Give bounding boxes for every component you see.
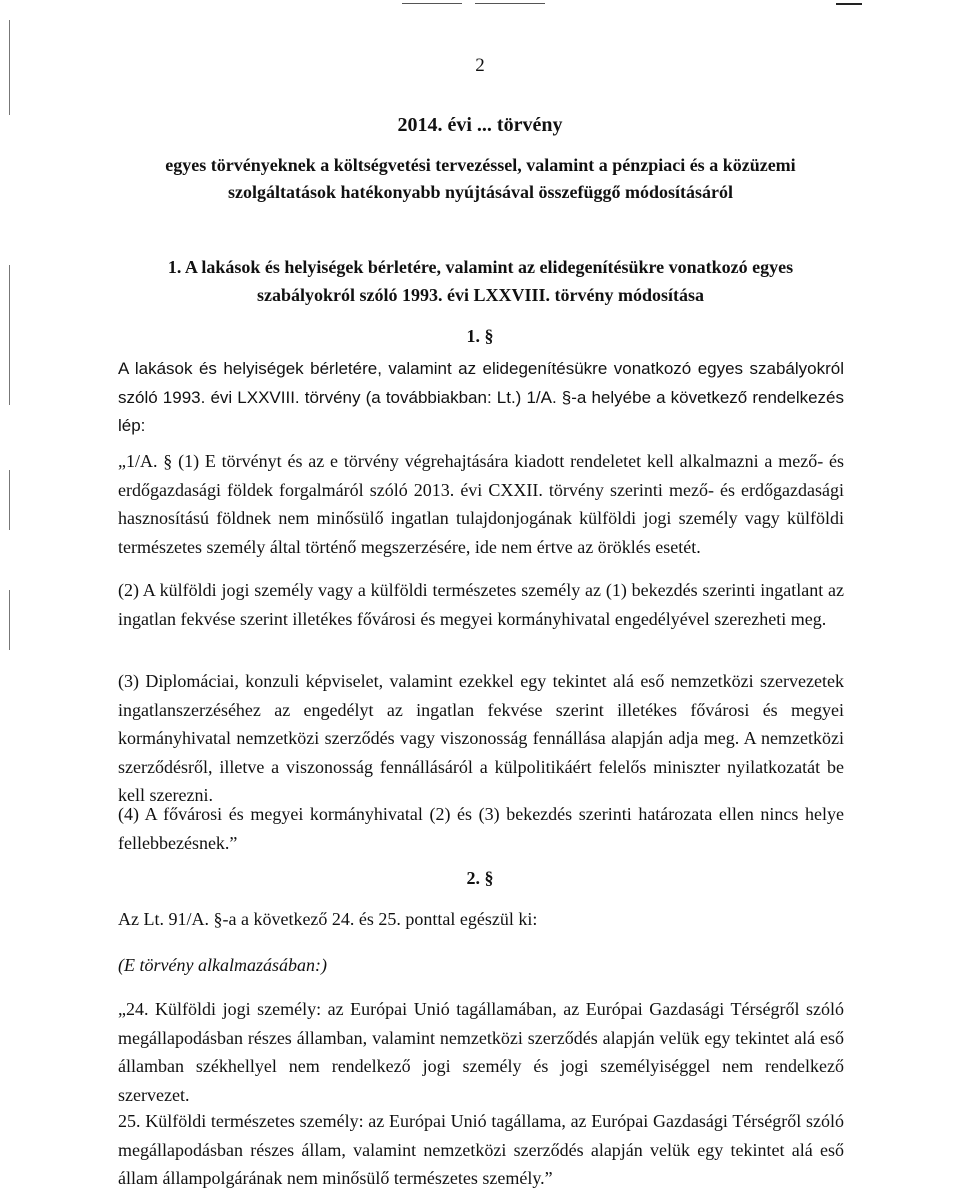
page-number: 2 <box>475 55 485 76</box>
scan-edge-mark <box>9 590 10 650</box>
point-24: „24. Külföldi jogi személy: az Európai Unió tagállamában, az Európai Gazdasági Térségről szóló megállapodásban részes államban, valamint nemzetközi szerződés alapján velük egy tekintet alá eső államban székhellyel nem rendelkező jogi személy és jogi személyiséggel nem rendelkező szervezet. <box>118 999 844 1105</box>
chapter-heading: 1. A lakások és helyiségek bérletére, valamint az elidegenítésükre vonatkozó egyes szabályokról szóló 1993. évi LXXVIII. törvény módosítása <box>167 257 794 305</box>
section-1-label: 1. § <box>466 326 494 346</box>
paragraph-1a-1: „1/A. § (1) E törvényt és az e törvény végrehajtására kiadott rendeletet kell alkalmazni a mező- és erdőgazdasági földek forgalmáról szóló 2013. évi CXXII. törvény szerinti mező- és erdőgazdasági hasznosítású földnek nem minősülő ingatlan tulajdonjogának külföldi jogi személy vagy külföldi természetes személy által történő megszerzésére, ide nem értve az öröklés esetét. <box>118 451 844 557</box>
scan-edge-mark <box>9 470 10 530</box>
section-2-label: 2. § <box>466 868 494 888</box>
section-2-context: (E törvény alkalmazásában:) <box>118 955 327 975</box>
scan-edge-mark <box>9 20 10 115</box>
scan-rule <box>475 3 545 4</box>
paragraph-1a-2: (2) A külföldi jogi személy vagy a külföldi természetes személy az (1) bekezdés szerinti ingatlant az ingatlan fekvése szerint illetékes fővárosi és megyei kormányhivatal engedélyével szerezheti meg. <box>118 580 844 629</box>
paragraph-1a-3: (3) Diplomáciai, konzuli képviselet, valamint ezekkel egy tekintet alá eső nemzetközi szervezetek ingatlanszerzéséhez az engedélyt az ingatlan fekvése szerint illetékes fővárosi és megyei kormányhivatal nemzetközi szerződés vagy viszonosság fennállása alapján adja meg. A nemzetközi szerződésről, illetve a viszonosság fennállásáról a külpolitikáért felelős miniszter nyilatkozatát be kell szerezni. <box>118 671 844 805</box>
paragraph-1a-4: (4) A fővárosi és megyei kormányhivatal (2) és (3) bekezdés szerinti határozata ellen nincs helye fellebbezésnek.” <box>118 804 844 853</box>
law-title: 2014. évi ... törvény <box>397 114 563 136</box>
scan-rule <box>402 3 462 4</box>
law-subtitle: egyes törvényeknek a költségvetési tervezéssel, valamint a pénzpiaci és a közüzemi szolgáltatások hatékonyabb nyújtásával összefüggő módosításáról <box>165 155 796 202</box>
scan-rule <box>836 3 862 5</box>
section-2-intro: Az Lt. 91/A. §-a a következő 24. és 25. ponttal egészül ki: <box>118 909 538 929</box>
section-1-intro: A lakások és helyiségek bérletére, valamint az elidegenítésükre vonatkozó egyes szabályokról szóló 1993. évi LXXVIII. törvény (a továbbiakban: Lt.) 1/A. §-a helyébe a következő rendelkezés lép: <box>118 359 844 435</box>
point-25: 25. Külföldi természetes személy: az Európai Unió tagállama, az Európai Gazdasági Térségről szóló megállapodásban részes állam, valamint nemzetközi szerződés alapján velük egy tekintet alá eső állam állampolgárának nem minősülő természetes személy.” <box>118 1111 844 1188</box>
